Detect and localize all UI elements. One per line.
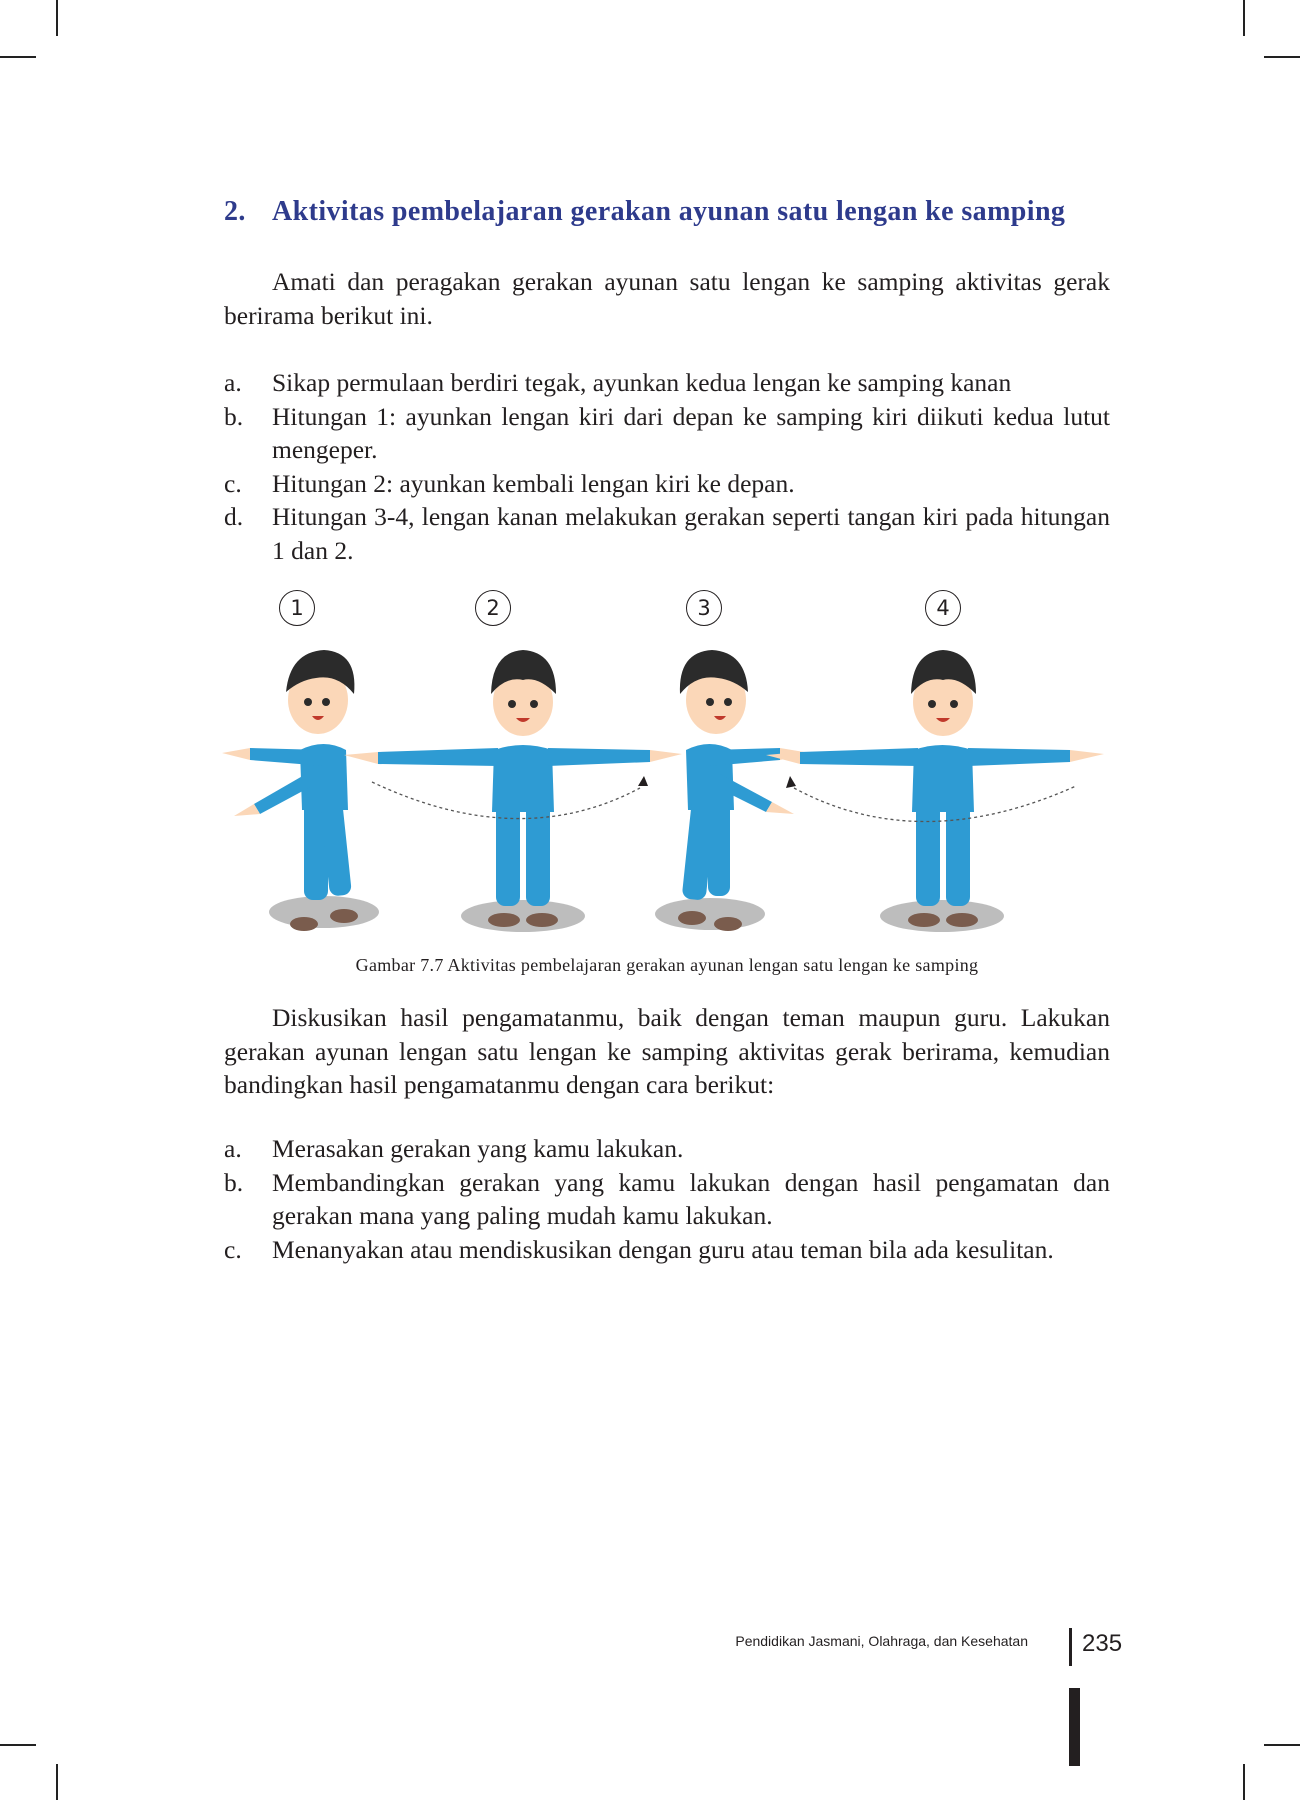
list-text: Membandingkan gerakan yang kamu lakukan dengan hasil pengamatan dan gerakan mana yang paling mudah kamu lakukan. <box>272 1167 1110 1230</box>
crop-mark <box>1243 1764 1245 1800</box>
child-figure-3 <box>655 650 810 931</box>
section-number: 2. <box>224 196 246 227</box>
list-marker: d. <box>224 502 244 531</box>
footer-book-title: Pendidikan Jasmani, Olahraga, dan Kesehatan <box>735 1633 1028 1649</box>
figure-caption: Gambar 7.7 Aktivitas pembelajaran gerakan ayunan lengan satu lengan ke samping <box>355 955 979 975</box>
list-text: Hitungan 1: ayunkan lengan kiri dari depan ke samping kiri diikuti kedua lutut mengeper. <box>272 401 1110 464</box>
list-text: Hitungan 3-4, lengan kanan melakukan gerakan seperti tangan kiri pada hitungan 1 dan 2. <box>272 502 1110 565</box>
list-marker: a. <box>224 368 242 397</box>
discussion-paragraph: Diskusikan hasil pengamatanmu, baik dengan teman maupun guru. Lakukan gerakan ayunan lengan satu lengan ke samping aktivitas gerak berirama, kemudian bandingkan hasil pengamatanmu dengan cara berikut: <box>224 1003 1110 1099</box>
list-text: Menanyakan atau mendiskusikan dengan guru atau teman bila ada kesulitan. <box>272 1234 1054 1264</box>
list-marker: b. <box>224 401 244 431</box>
list-item <box>224 1132 1110 1166</box>
footer-divider <box>1069 1628 1072 1666</box>
child-figure-1 <box>222 650 379 931</box>
child-figure-2 <box>344 650 682 932</box>
child-figure-4 <box>766 650 1104 932</box>
list-text: Hitungan 2: ayunkan kembali lengan kiri ke depan. <box>272 468 795 498</box>
list-item <box>224 1233 1110 1267</box>
crop-mark <box>56 0 58 36</box>
tasks-list <box>224 1132 1110 1266</box>
list-item <box>224 500 1110 567</box>
list-text: Sikap permulaan berdiri tegak, ayunkan kedua lengan ke samping kanan <box>272 368 1012 397</box>
figure-illustration <box>220 590 1120 940</box>
list-item <box>224 400 1110 467</box>
crop-mark <box>56 1764 58 1800</box>
step-number-circle: 2 <box>475 590 511 626</box>
intro-paragraph: Amati dan peragakan gerakan ayunan satu lengan ke samping aktivitas gerak berirama berikut ini. <box>224 267 1110 330</box>
crop-mark <box>1264 56 1300 58</box>
crop-mark <box>0 56 36 58</box>
list-item <box>224 467 1110 501</box>
exercise-figure <box>220 590 1120 940</box>
list-marker: c. <box>224 1234 242 1264</box>
list-marker: a. <box>224 1134 242 1163</box>
page-number: 235 <box>1082 1630 1123 1657</box>
step-number-circle: 3 <box>686 590 722 626</box>
list-marker: b. <box>224 1167 244 1197</box>
section-title: Aktivitas pembelajaran gerakan ayunan satu lengan ke samping <box>272 196 1066 227</box>
footer-thumb-bar <box>1069 1688 1080 1766</box>
step-number-circle: 4 <box>925 590 961 626</box>
crop-mark <box>1264 1744 1300 1746</box>
step-number-circle: 1 <box>279 590 315 626</box>
section-heading <box>224 196 1124 228</box>
list-item <box>224 366 1110 400</box>
list-marker: c. <box>224 468 242 498</box>
crop-mark <box>0 1744 36 1746</box>
list-text: Merasakan gerakan yang kamu lakukan. <box>272 1134 684 1163</box>
list-item <box>224 1166 1110 1233</box>
crop-mark <box>1243 0 1245 36</box>
steps-list <box>224 366 1110 567</box>
